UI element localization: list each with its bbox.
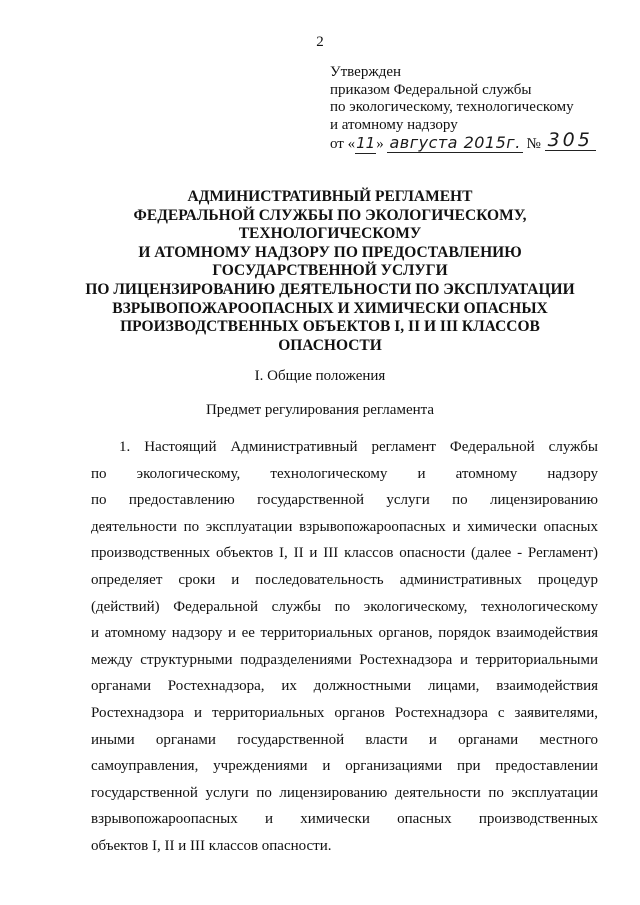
approval-date-line bbox=[330, 129, 620, 154]
title-line: ВЗРЫВОПОЖАРООПАСНЫХ И ХИМИЧЕСКИ ОПАСНЫХ bbox=[112, 299, 548, 317]
paragraph-line: производственных объектов I, II и III классов опасности (далее - Регламент) bbox=[91, 545, 598, 562]
paragraph-line: по экологическому, технологическому и атомному надзору bbox=[91, 465, 598, 482]
document-title bbox=[60, 188, 600, 355]
title-line: ГОСУДАРСТВЕННОЙ УСЛУГИ bbox=[212, 262, 448, 280]
title-line: ПРОИЗВОДСТВЕННЫХ ОБЪЕКТОВ I, II И III КЛАССОВ bbox=[120, 318, 540, 336]
paragraph-line: деятельности по эксплуатации взрывопожароопасных и химически опасных bbox=[91, 518, 598, 535]
approval-line-4: и атомному надзору bbox=[330, 116, 458, 133]
handwritten-day: 11 bbox=[356, 134, 376, 152]
date-mid: » bbox=[376, 136, 388, 152]
title-line: И АТОМНОМУ НАДЗОРУ ПО ПРЕДОСТАВЛЕНИЮ bbox=[138, 243, 522, 261]
paragraph-line: между структурными подразделениями Ростехнадзора и территориальными bbox=[91, 651, 598, 668]
handwritten-order-number: 305 bbox=[545, 132, 596, 151]
paragraph-line: (действий) Федеральной службы по экологическому, технологическому bbox=[91, 598, 598, 615]
paragraph-line: органами Ростехнадзора, их должностными лицами, взаимодействия bbox=[91, 678, 598, 695]
title-line: ТЕХНОЛОГИЧЕСКОМУ bbox=[238, 225, 422, 243]
approval-line-2: приказом Федеральной службы bbox=[330, 81, 532, 98]
paragraph-1 bbox=[91, 434, 598, 860]
handwritten-month-year: августа 2015г. bbox=[389, 133, 521, 152]
number-prefix: № bbox=[522, 136, 545, 152]
page-number: 2 bbox=[316, 34, 324, 50]
paragraph-line: взрывопожароопасных и химически опасных производственных bbox=[91, 811, 598, 828]
paragraph-line: и атомному надзору и ее территориальных органов, порядок взаимодействия bbox=[91, 625, 598, 642]
date-prefix: от « bbox=[330, 136, 356, 152]
paragraph-line: объектов I, II и III классов опасности. bbox=[91, 837, 332, 854]
title-line: ФЕДЕРАЛЬНОЙ СЛУЖБЫ ПО ЭКОЛОГИЧЕСКОМУ, bbox=[133, 206, 527, 224]
paragraph-line: определяет сроки и последовательность административных процедур bbox=[91, 571, 598, 588]
paragraph-line: Ростехнадзора и территориальных органов Ростехнадзора с заявителями, bbox=[91, 704, 598, 721]
approval-line-1: Утвержден bbox=[330, 64, 402, 80]
title-line: ПО ЛИЦЕНЗИРОВАНИЮ ДЕЯТЕЛЬНОСТИ ПО ЭКСПЛУАТАЦИИ bbox=[85, 280, 575, 298]
approval-block bbox=[330, 64, 620, 154]
section-heading: I. Общие положения bbox=[254, 368, 386, 384]
paragraph-line: самоуправления, учреждениями и организациями при предоставлении bbox=[91, 758, 598, 775]
paragraph-line: 1. Настоящий Административный регламент Федеральной службы bbox=[119, 439, 598, 455]
paragraph-line: по предоставлению государственной услуги по лицензированию bbox=[91, 492, 598, 509]
paragraph-line: иными органами государственной власти и органами местного bbox=[91, 731, 598, 748]
title-line: АДМИНИСТРАТИВНЫЙ РЕГЛАМЕНТ bbox=[187, 188, 473, 205]
approval-line-3: по экологическому, технологическому bbox=[330, 99, 574, 115]
title-line: ОПАСНОСТИ bbox=[278, 336, 382, 354]
subsection-heading: Предмет регулирования регламента bbox=[205, 402, 435, 418]
paragraph-line: государственной услуги по лицензированию деятельности по эксплуатации bbox=[91, 784, 598, 801]
